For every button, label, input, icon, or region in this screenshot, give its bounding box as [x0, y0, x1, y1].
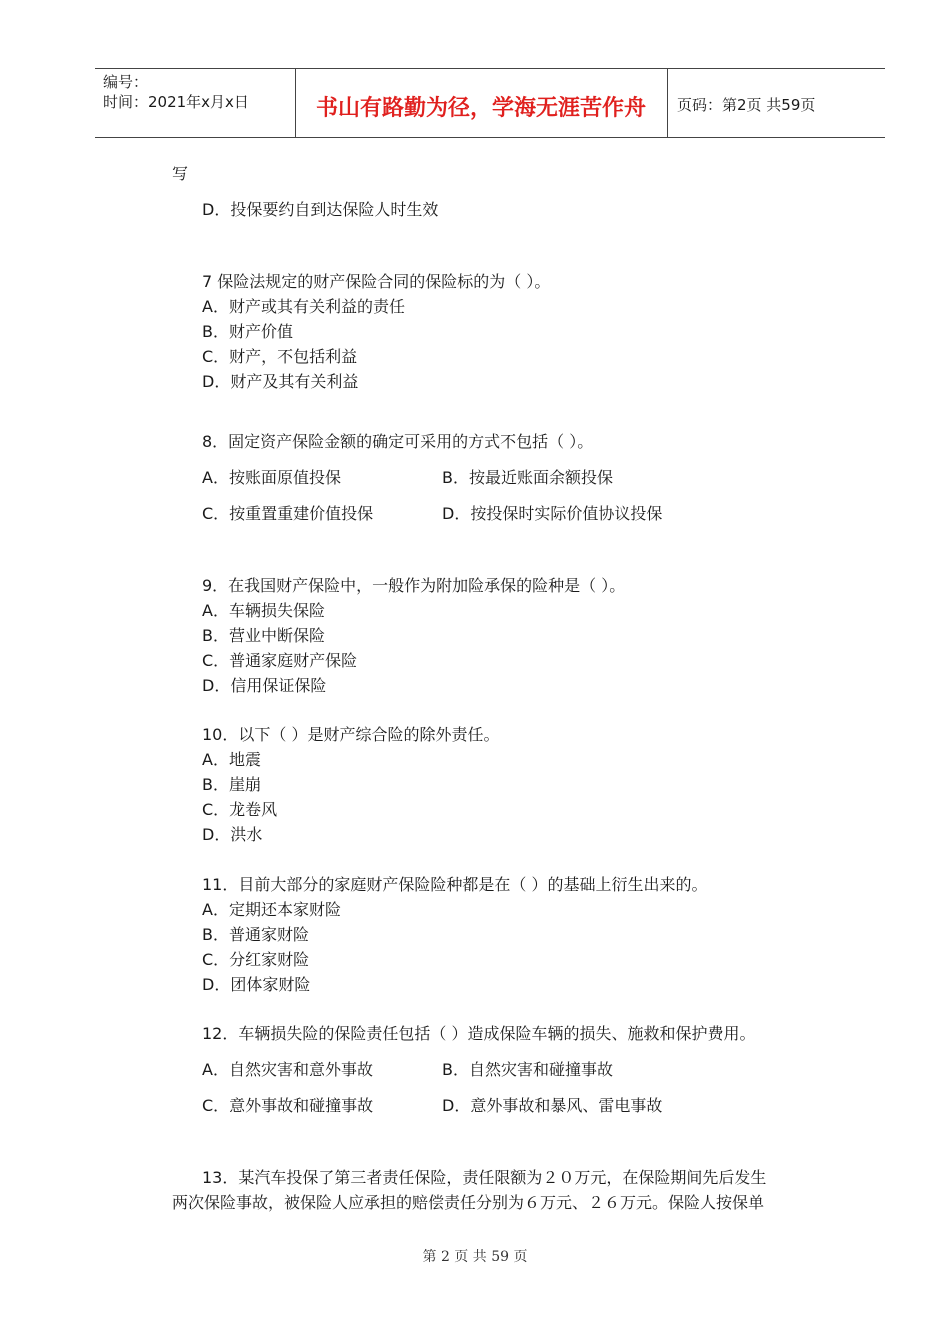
question-8-option-a: A．按账面原值投保	[202, 468, 341, 487]
question-10-option-d: D．洪水	[202, 825, 263, 844]
question-8-option-d: D．按投保时实际价值协议投保	[442, 504, 663, 523]
question-12-option-d: D．意外事故和暴风、雷电事故	[442, 1096, 663, 1115]
question-12-option-b: B．自然灾害和碰撞事故	[442, 1060, 613, 1079]
question-9-option-b: B．营业中断保险	[202, 626, 325, 645]
question-12-stem: 12．车辆损失险的保险责任包括（ ）造成保险车辆的损失、施救和保护费用。	[202, 1024, 756, 1043]
question-13-line-2: 两次保险事故，被保险人应承担的赔偿责任分别为６万元、２６万元。保险人按保单	[172, 1193, 765, 1212]
question-7-option-b: B．财产价值	[202, 322, 293, 341]
question-9-option-d: D．信用保证保险	[202, 676, 327, 695]
question-7-option-a: A．财产或其有关利益的责任	[202, 297, 405, 316]
question-13-line-1: 13．某汽车投保了第三者责任保险，责任限额为２０万元，在保险期间先后发生	[202, 1168, 767, 1187]
question-11-option-a: A．定期还本家财险	[202, 900, 341, 919]
serial-label: 编号：	[103, 73, 149, 91]
question-9-option-c: C．普通家庭财产保险	[202, 651, 358, 670]
question-7-stem: 7 保险法规定的财产保险合同的保险标的为（ ）。	[202, 272, 551, 291]
motto: 书山有路勤为径，学海无涯苦作舟	[315, 95, 646, 121]
question-7-option-c: C．财产，不包括利益	[202, 347, 358, 366]
question-10-option-a: A．地震	[202, 750, 261, 769]
question-8-option-c: C．按重置重建价值投保	[202, 504, 374, 523]
question-12-option-a: A．自然灾害和意外事故	[202, 1060, 373, 1079]
question-9-option-a: A．车辆损失保险	[202, 601, 325, 620]
header-motto-cell	[295, 69, 668, 137]
page-header	[95, 68, 885, 138]
question-11-stem: 11．目前大部分的家庭财产保险险种都是在（ ）的基础上衍生出来的。	[202, 875, 708, 894]
question-8-option-b: B．按最近账面余额投保	[442, 468, 613, 487]
time-label: 时间：2021年x月x日	[103, 93, 249, 111]
question-7-option-d: D．财产及其有关利益	[202, 372, 359, 391]
question-9-stem: 9．在我国财产保险中，一般作为附加险承保的险种是（ ）。	[202, 576, 626, 595]
question-11-option-c: C．分红家财险	[202, 950, 310, 969]
question-11-option-d: D．团体家财险	[202, 975, 311, 994]
header-page-cell	[667, 69, 885, 137]
header-meta-cell	[95, 69, 296, 137]
question-10-option-c: C．龙卷风	[202, 800, 278, 819]
question-12-option-c: C．意外事故和碰撞事故	[202, 1096, 374, 1115]
continuation-option-d: D．投保要约自到达保险人时生效	[202, 200, 439, 219]
page-code: 页码：第2页 共59页	[677, 96, 816, 114]
page-footer: 第 2 页 共 59 页	[422, 1249, 528, 1265]
continuation-tail: 写	[172, 164, 189, 183]
question-8-stem: 8．固定资产保险金额的确定可采用的方式不包括（ ）。	[202, 432, 594, 451]
question-10-option-b: B．崖崩	[202, 775, 261, 794]
question-11-option-b: B．普通家财险	[202, 925, 309, 944]
question-10-stem: 10．以下（ ）是财产综合险的除外责任。	[202, 725, 500, 744]
